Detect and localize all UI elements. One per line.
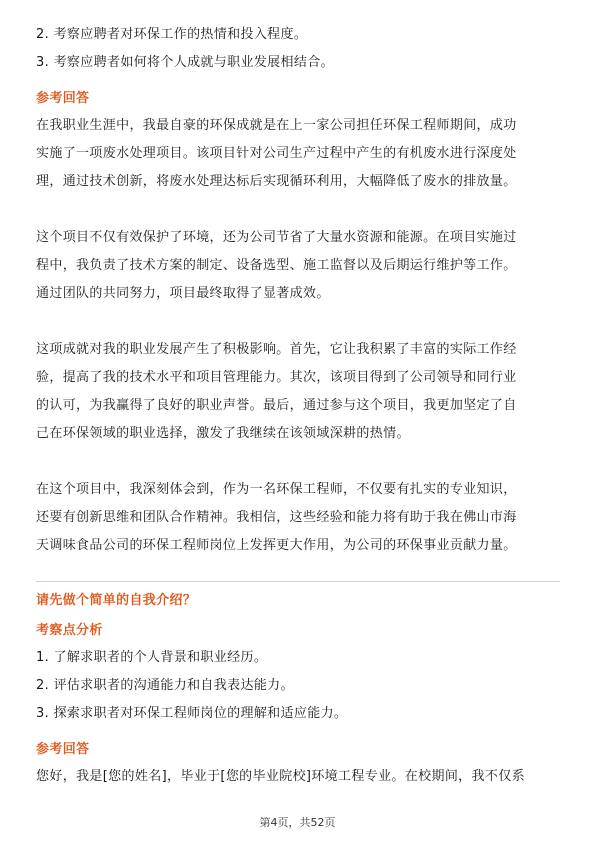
paragraph-line: 在我职业生涯中，我最自豪的环保成就是在上一家公司担任环保工程师期间，成功 (36, 118, 517, 133)
paragraph-line: 还要有创新思维和团队合作精神。我相信，这些经验和能力将有助于我在佛山市海 (36, 510, 517, 525)
paragraph-line: 的认可，为我赢得了良好的职业声誉。最后，通过参与这个项目，我更加坚定了自 (36, 398, 517, 413)
answer-heading: 参考回答 (36, 742, 90, 757)
analysis-heading: 考察点分析 (36, 623, 103, 638)
paragraph-line: 在这个项目中，我深刻体会到，作为一名环保工程师，不仅要有扎实的专业知识， (36, 482, 517, 497)
section-divider (36, 581, 560, 582)
paragraph-line: 理，通过技术创新，将废水处理达标后实现循环利用，大幅降低了废水的排放量。 (36, 174, 517, 189)
answer-heading: 参考回答 (36, 91, 90, 106)
paragraph-line: 实施了一项废水处理项目。该项目针对公司生产过程中产生的有机废水进行深度处 (36, 146, 517, 161)
paragraph-line: 这项成就对我的职业发展产生了积极影响。首先，它让我积累了丰富的实际工作经 (36, 342, 517, 357)
paragraph-line: 通过团队的共同努力，项目最终取得了显著成效。 (36, 286, 330, 301)
paragraph-line: 天调味食品公司的环保工程师岗位上发挥更大作用，为公司的环保事业贡献力量。 (36, 538, 517, 553)
paragraph-line: 己在环保领域的职业选择，激发了我继续在该领域深耕的热情。 (36, 426, 410, 441)
paragraph-line: 验，提高了我的技术水平和项目管理能力。其次，该项目得到了公司领导和同行业 (36, 370, 517, 385)
paragraph-line: 程中，我负责了技术方案的制定、设备选型、施工监督以及后期运行维护等工作。 (36, 258, 517, 273)
list-item: 3. 考察应聘者如何将个人成就与职业发展相结合。 (36, 55, 334, 70)
paragraph-line: 您好，我是[您的姓名]，毕业于[您的毕业院校]环境工程专业。在校期间，我不仅系 (36, 769, 525, 784)
list-item: 2. 评估求职者的沟通能力和自我表达能力。 (36, 678, 294, 693)
list-item: 1. 了解求职者的个人背景和职业经历。 (36, 650, 268, 665)
paragraph-line: 这个项目不仅有效保护了环境，还为公司节省了大量水资源和能源。在项目实施过 (36, 230, 517, 245)
list-item: 3. 探索求职者对环保工程师岗位的理解和适应能力。 (36, 706, 348, 721)
list-item: 2. 考察应聘者对环保工作的热情和投入程度。 (36, 27, 308, 42)
question-heading: 请先做个简单的自我介绍？ (36, 593, 197, 608)
page-number: 第4页，共52页 (259, 816, 336, 829)
